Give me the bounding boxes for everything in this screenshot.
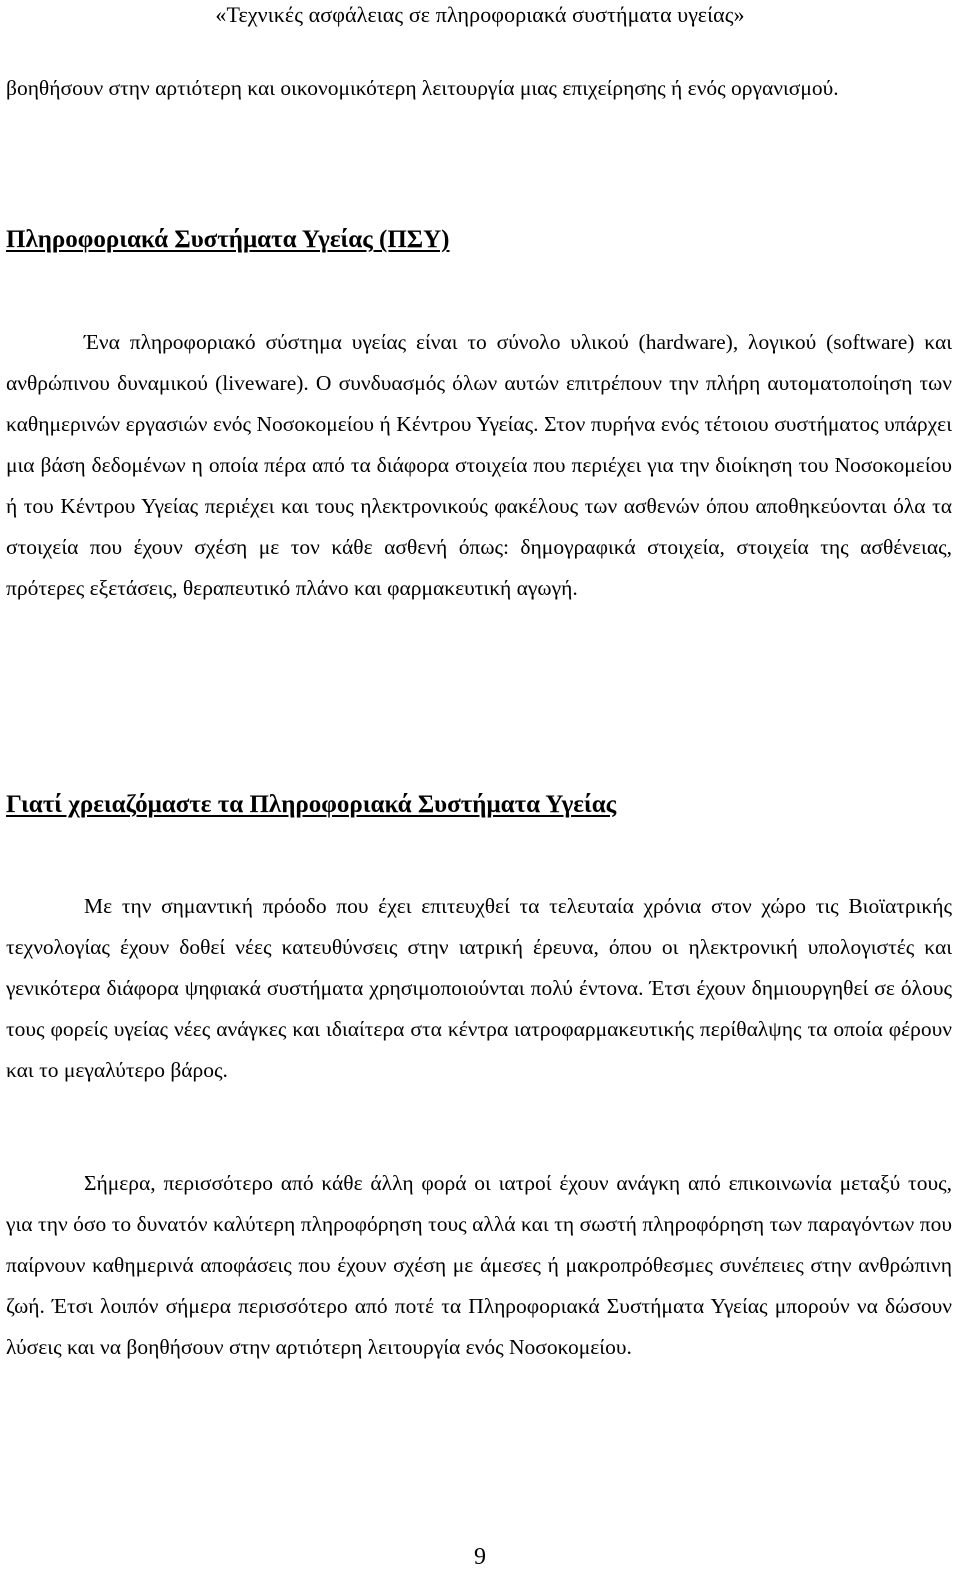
paragraph-today: Σήμερα, περισσότερο από κάθε άλλη φορά οι ιατροί έχουν ανάγκη από επικοινωνία μεταξύ τους, για την όσο το δυνατόν καλύτερη πληροφόρηση τους αλλά και τη σωστή πληροφόρηση των παραγόντων που παίρνουν καθημερινά αποφάσεις που έχουν σχέση με άμεσες ή μακροπρόθεσμες συνέπειες στην ανθρώπινη ζωή. Έτσι λοιπόν σήμερα περισσότερο από ποτέ τα Πληροφοριακά Συστήματα Υγείας μπορούν να δώσουν λύσεις και να βοηθήσουν στην αρτιότερη λειτουργία ενός Νοσοκομείου. (6, 1171, 952, 1359)
paragraph-intro-continuation: βοηθήσουν στην αρτιότερη και οικονομικότερη λειτουργία μιας επιχείρησης ή ενός οργανισμού. (6, 76, 839, 100)
heading-health-information-systems: Πληροφοριακά Συστήματα Υγείας (ΠΣΥ) (6, 226, 450, 253)
paragraph-his-definition: Ένα πληροφοριακό σύστημα υγείας είναι το σύνολο υλικού (hardware), λογικού (software) και ανθρώπινου δυναμικού (liveware). Ο συνδυασμός όλων αυτών επιτρέπουν την πλήρη αυτοματοποίηση των καθημερινών εργασιών ενός Νοσοκομείου ή Κέντρου Υγείας. Στον πυρήνα ενός τέτοιου συστήματος υπάρχει μια βάση δεδομένων η οποία πέρα από τα διάφορα στοιχεία που περιέχει για την διοίκηση του Νοσοκομείου ή του Κέντρου Υγείας περιέχει και τους ηλεκτρονικούς φακέλους των ασθενών όπου αποθηκεύονται όλα τα στοιχεία που έχουν σχέση με τον κάθε ασθενή όπως: δημογραφικά στοιχεία, στοιχεία της ασθένειας, πρότερες εξετάσεις, θεραπευτικό πλάνο και φαρμακευτική αγωγή. (6, 330, 952, 600)
page-number: 9 (474, 1544, 486, 1570)
heading-why-we-need-his: Γιατί χρειαζόμαστε τα Πληροφοριακά Συστήματα Υγείας (6, 791, 617, 818)
running-header: «Τεχνικές ασφάλειας σε πληροφοριακά συστήματα υγείας» (215, 2, 745, 27)
paragraph-progress: Με την σημαντική πρόοδο που έχει επιτευχθεί τα τελευταία χρόνια στον χώρο τις Βιοϊατρικής τεχνολογίας έχουν δοθεί νέες κατευθύνσεις στην ιατρική έρευνα, όπου οι ηλεκτρονική υπολογιστές και γενικότερα διάφορα ψηφιακά συστήματα χρησιμοποιούνται πολύ έντονα. Έτσι έχουν δημιουργηθεί σε όλους τους φορείς υγείας νέες ανάγκες και ιδιαίτερα στα κέντρα ιατροφαρμακευτικής περίθαλψης τα οποία φέρουν και το μεγαλύτερο βάρος. (6, 894, 952, 1082)
